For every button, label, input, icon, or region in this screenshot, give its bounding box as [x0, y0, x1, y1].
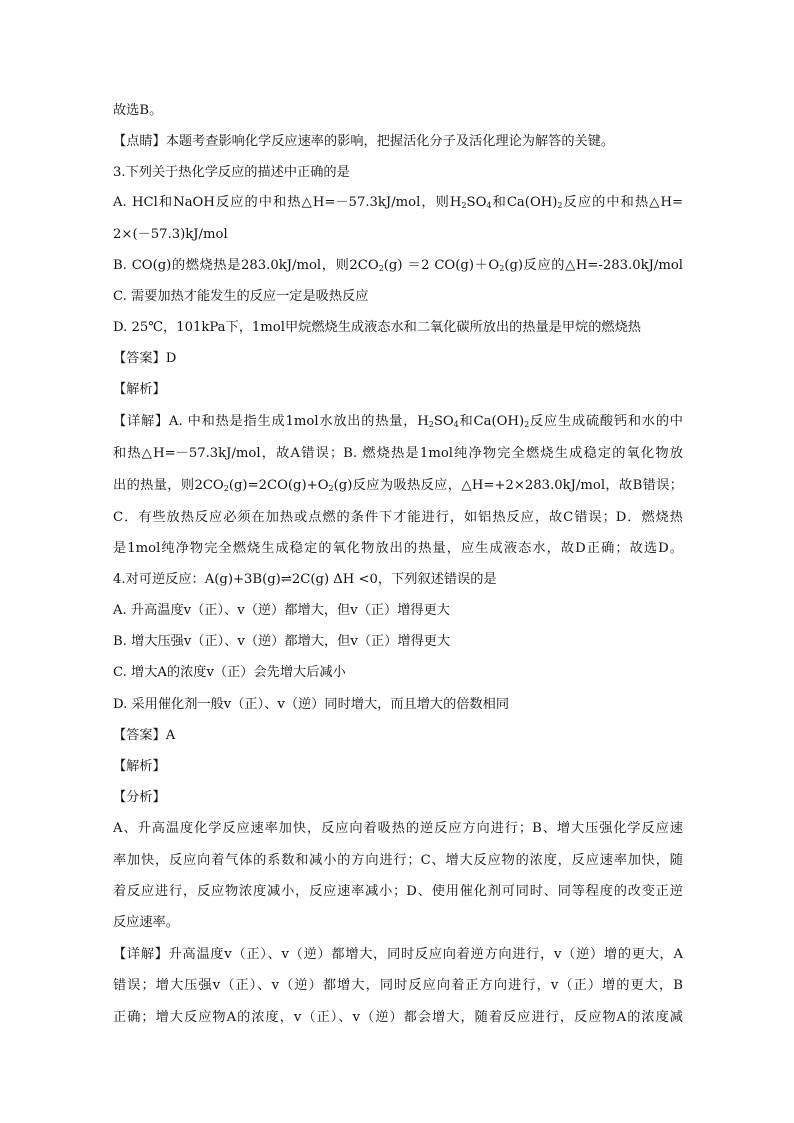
analysis-heading: 【解析】	[113, 759, 166, 774]
option-d: D. 采用催化剂一般v（正）、v（逆）同时增大，而且增大的倍数相同	[113, 697, 510, 712]
option-c: C. 需要加热才能发生的反应一定是吸热反应	[113, 289, 369, 304]
analysis-heading: 【解析】	[113, 382, 166, 397]
comment-line: 【点睛】本题考查影响化学反应速率的影响，把握活化分子及活化理论为解答的关键。	[113, 134, 615, 149]
detail-line-1: 【详解】升高温度v（正）、v（逆）都增大，同时反应向着逆方向进行，v（逆）增的更大，A	[113, 947, 683, 962]
option-b: B. 增大压强v（正）、v（逆）都增大，但v（正）增得更大	[113, 634, 451, 649]
answer-label: 【答案】D	[113, 351, 177, 366]
text-line: 故选B。	[113, 103, 163, 118]
question-3-title: 3.下列关于热化学反应的描述中正确的是	[113, 165, 350, 180]
detail-line-3: 正确；增大反应物A的浓度，v（正）、v（逆）都会增大，随着反应进行，反应物A的浓度减	[113, 1010, 683, 1025]
option-d: D. 25℃，101kPa下，1mol甲烷燃烧生成液态水和二氧化碳所放出的热量是甲烷的燃烧热	[113, 320, 641, 335]
explanation-line-5: 是1mol纯净物完全燃烧生成稳定的氧化物放出的热量，应生成液态水，故D正确；故选D。	[113, 541, 683, 556]
analysis-line-1: A、升高温度化学反应速率加快，反应向着吸热的逆反应方向进行；B、增大压强化学反应速	[113, 821, 683, 836]
explanation-line-3: 出的热量，则$2CO_2(g)=2CO(g)+O_2(g)$反应为吸热反应，△H=+2×283.0kJ/mol，故B错误；	[113, 478, 683, 493]
analysis-line-2: 率加快，反应向着气体的系数和减小的方向进行；C、增大反应物的浓度，反应速率加快，随	[113, 853, 683, 868]
analysis-line-4: 反应速率。	[113, 915, 179, 930]
analysis-line-3: 着反应进行，反应物浓度减小，反应速率减小；D、使用催化剂可同时、同等程度的改变正逆	[113, 884, 683, 899]
option-a: A. 升高温度v（正）、v（逆）都增大，但v（正）增得更大	[113, 603, 450, 618]
option-a-line-2: 2×(－57.3)kJ/mol	[113, 227, 228, 242]
explanation-line-2: 和热△H=－57.3kJ/mol，故A错误；B. 燃烧热是1mol纯净物完全燃烧生成稳定的氧化物放	[113, 446, 683, 461]
explanation-line-4: C．有些放热反应必须在加热或点燃的条件下才能进行，如铝热反应，故C错误；D．燃烧热	[113, 510, 683, 525]
question-4-title: 4.对可逆反应：A(g)+3B(g)⇌2C(g) ΔH <0，下列叙述错误的是	[113, 572, 497, 587]
option-a-line-1: A. HCl和NaOH反应的中和热△H=－57.3kJ/mol，则$H_2SO_4$和$Ca(OH)_2$反应的中和热△H=	[113, 195, 683, 210]
option-c: C. 增大A的浓度v（正）会先增大后减小	[113, 665, 346, 680]
analysis-subheading: 【分析】	[113, 790, 166, 805]
explanation-line-1: 【详解】A. 中和热是指生成1mol水放出的热量，$H_2SO_4$和$Ca(OH)_2$反应生成硫酸钙和水的中	[113, 414, 683, 429]
option-b: B. CO(g)的燃烧热是283.0kJ/mol，则$2CO_2(g) =2$ $CO(g)+O_2(g)$反应的△H=-283.0kJ/mol	[113, 258, 683, 273]
detail-line-2: 错误；增大压强v（正）、v（逆）都增大，同时反应向着正方向进行，v（正）增的更大，B	[113, 978, 683, 993]
answer-label: 【答案】A	[113, 728, 176, 743]
